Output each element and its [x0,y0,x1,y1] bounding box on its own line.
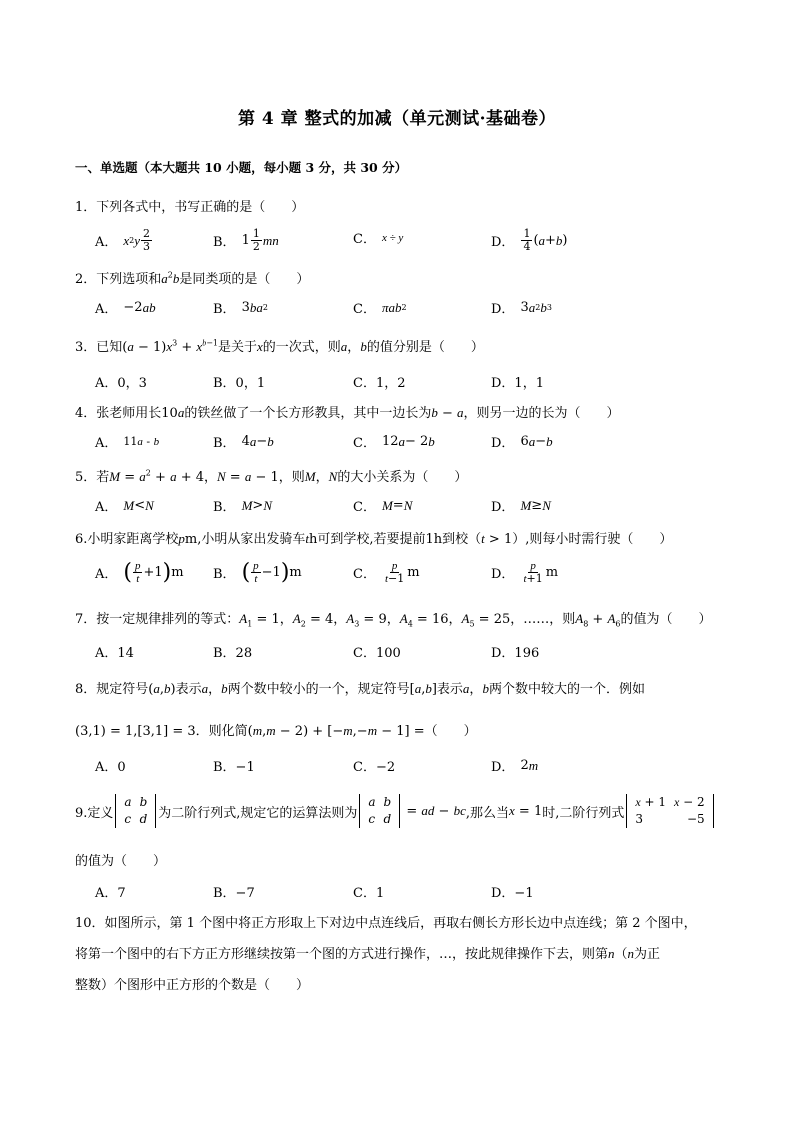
q7-option-d[interactable]: D．196 [491,646,540,661]
question-1-options [95,228,655,252]
q9-option-d[interactable]: D．−1 [491,886,534,901]
q2-option-d[interactable]: D． 3 a 2 b 3 [491,299,552,317]
q3-option-b[interactable]: B．0，1 [213,376,266,391]
q3-option-d[interactable]: D．1，1 [491,376,544,391]
q8-option-a[interactable]: A．0 [95,760,126,775]
q9-option-b[interactable]: B．−7 [213,886,255,901]
question-9: 9.定义 a c b d 为二阶行列式,规定它的运算法则为 a c b d = ad − bc ,那么当 x = 1 时,二阶行列式 x + 1 3 x − 2 −5 [75,794,725,828]
question-4: 4．张老师用长10a的铁丝做了一个长方形教具，其中一边长为b − a，则另一边的长为（ ） [75,405,620,421]
q2-option-c[interactable]: C． πab 2 [353,299,407,317]
question-1-stem: 1．下列各式中，书写正确的是（ ） [75,200,305,215]
question-9-line-2: 的值为（ ） [75,854,167,869]
q4-option-a[interactable]: A． 11a - b [95,435,160,451]
question-7: 7．按一定规律排列的等式：$A_1 = 1$，$A_2 = 4$，$A_3 = 9$，$A_4 = 16$，$A_5 = 25$，……，则$A_8 + A_6$的值为（ ） [75,611,712,629]
question-8-options [95,756,655,780]
q5-option-c[interactable]: C． M = N [353,497,413,515]
question-4-options [95,432,655,456]
q5-option-a[interactable]: A． M < N [95,497,154,515]
q5-option-d[interactable]: D． M ≥ N [491,497,551,515]
question-10-line-3: 整数）个图形中正方形的个数是（ ） [75,978,310,993]
question-8-line-2: (3,1) = 1,[3,1] = 3．则化简(m,m − 2) + [−m,−m − 1] =（ ） [75,723,477,739]
question-2-options [95,298,655,322]
question-6-options [95,560,655,584]
section-heading: 一、单选题（本大题共 10 小题，每小题 3 分，共 30 分） [75,160,408,175]
q8-option-b[interactable]: B．−1 [213,760,255,775]
question-3: 3．已知$(a - 1)x^3 + x^{b-1}$是关于x的一次式，则a，b的值分别是（ ） [75,338,484,355]
q1-option-c[interactable]: C． x ÷ y [353,231,404,247]
q1-option-a[interactable]: A． x 2 y $\frac{2}{3}$ [95,227,151,253]
determinant-question: x + 1 3 x − 2 −5 [626,794,713,828]
q2-option-b[interactable]: B． 3 ba 2 [213,299,268,317]
q7-option-a[interactable]: A．14 [95,646,134,661]
determinant-definition: a c b d [115,794,156,828]
q1-option-b[interactable]: B． 1 $\frac{1}{2}$ mn [213,227,279,253]
q6-option-c[interactable]: C． $\frac{p}{t-1}$ m [353,560,420,585]
page-title: 第 4 章 整式的加减（单元测试·基础卷） [237,109,556,129]
q6-option-d[interactable]: D． $\frac{p}{t+1}$ m [491,560,559,585]
question-10-line-2: 将第一个图中的右下方正方形继续按第一个图的方式进行操作，…，按此规律操作下去，则第n（n为正 [75,946,661,962]
q7-option-c[interactable]: C．100 [353,646,401,661]
q6-option-a[interactable]: A． ( $\frac{p}{t}$ +1 ) m [95,560,184,585]
q9-option-a[interactable]: A．7 [95,886,126,901]
question-8-line-1: 8．规定符号(a,b)表示a，b两个数中较小的一个，规定符号[a,b]表示a，b两个数中较大的一个．例如 [75,681,645,697]
question-6: 6.小明家距离学校pm,小明从家出发骑车th可到学校,若要提前1h到校（t > 1）,则每小时需行驶（ ） [75,531,673,547]
question-10-line-1: 10．如图所示，第 1 个图中将正方形取上下对边中点连线后，再取右侧长方形长边中点连线；第 2 个图中， [75,916,697,931]
q7-option-b[interactable]: B．28 [213,646,253,661]
q3-option-c[interactable]: C．1，2 [353,376,406,391]
q9-option-c[interactable]: C．1 [353,886,385,901]
determinant-rule: a c b d [359,794,400,828]
q3-option-a[interactable]: A．0，3 [95,376,147,391]
q1-option-d[interactable]: D． $\frac{1}{4}$ ( a + b ) [491,227,568,253]
q8-option-d[interactable]: D． 2 m [491,757,539,775]
question-2: 2．下列选项和$a^2b$是同类项的是（ ） [75,270,310,287]
q2-option-a[interactable]: A． −2 ab [95,299,156,317]
question-3-options [95,372,655,396]
q8-option-c[interactable]: C．−2 [353,760,396,775]
question-9-options [95,882,655,906]
question-5-options [95,496,655,520]
question-5: 5．若$M = a^2 + a + 4$，N = a − 1，则M，N的大小关系为（ ） [75,468,468,485]
q6-option-b[interactable]: B． ( $\frac{p}{t}$ −1 ) m [213,560,302,585]
question-7-options [95,642,655,666]
question-1 [75,196,725,215]
q4-option-b[interactable]: B． 4 a − b [213,433,274,451]
q5-option-b[interactable]: B． M > N [213,497,272,515]
q4-option-c[interactable]: C． 12 a − 2 b [353,433,435,451]
q4-option-d[interactable]: D． 6 a − b [491,433,553,451]
